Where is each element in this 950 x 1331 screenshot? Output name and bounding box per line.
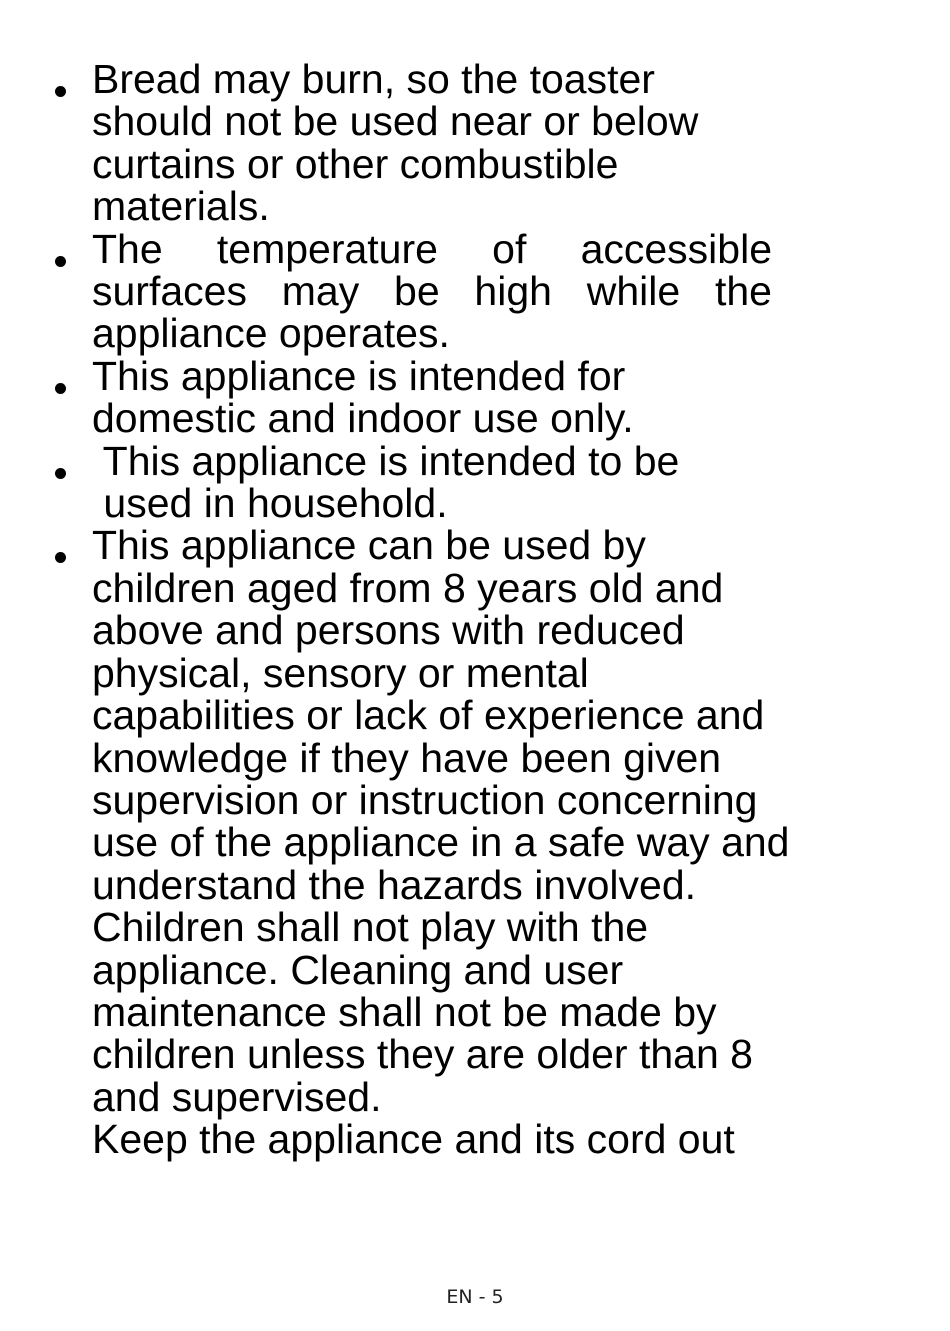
text-line: This appliance can be used by xyxy=(92,522,646,569)
text-line: appliance. Cleaning and user xyxy=(92,946,624,993)
bullet-dot-icon xyxy=(55,256,66,267)
bullet-dot-icon xyxy=(55,552,66,563)
text-line: should not be used near or below xyxy=(92,98,699,145)
bullet-item-children-and-persons xyxy=(0,522,882,1163)
text-line: supervision or instruction concerning xyxy=(92,776,758,823)
bullet-dot-icon xyxy=(55,468,66,479)
text-line: above and persons with reduced xyxy=(92,607,685,654)
text-line: and supervised. xyxy=(92,1073,382,1120)
text-line: curtains or other combustible xyxy=(92,140,619,187)
text-line: capabilities or lack of experience and xyxy=(92,692,765,739)
text-line: Bread may burn, so the toaster xyxy=(92,56,655,102)
safety-bullet-list xyxy=(0,58,950,1161)
text-line: understand the hazards involved. xyxy=(92,861,697,908)
bullet-item-domestic-use xyxy=(0,352,882,442)
bullet-item-household-use xyxy=(0,437,882,527)
text-line: children unless they are older than 8 xyxy=(92,1031,753,1078)
page-content xyxy=(0,58,950,1161)
text-line: surfaces may be high while the xyxy=(92,268,772,315)
text-line: domestic and indoor use only. xyxy=(92,395,634,442)
text-line: Keep the appliance and its cord out xyxy=(92,1116,735,1163)
text-line: children aged from 8 years old and xyxy=(92,564,724,611)
bullet-item-hot-surfaces xyxy=(0,225,882,357)
page-number-footer: EN - 5 xyxy=(446,1286,504,1308)
bullet-dot-icon xyxy=(55,383,66,394)
text-line: The temperature of accessible xyxy=(92,225,772,272)
text-line: maintenance shall not be made by xyxy=(92,988,717,1035)
text-line: use of the appliance in a safe way and xyxy=(92,819,790,866)
text-line: used in household. xyxy=(92,480,448,527)
bullet-item-combustible-materials xyxy=(0,58,882,228)
bullet-dot-icon xyxy=(55,86,66,97)
text-line: Children shall not play with the xyxy=(92,904,649,951)
text-line: physical, sensory or mental xyxy=(92,649,589,696)
text-line: appliance operates. xyxy=(92,310,450,357)
text-line: This appliance is intended for xyxy=(92,352,626,399)
text-line: materials. xyxy=(92,183,270,230)
text-line: knowledge if they have been given xyxy=(92,734,722,781)
text-line: This appliance is intended to be xyxy=(92,437,680,484)
